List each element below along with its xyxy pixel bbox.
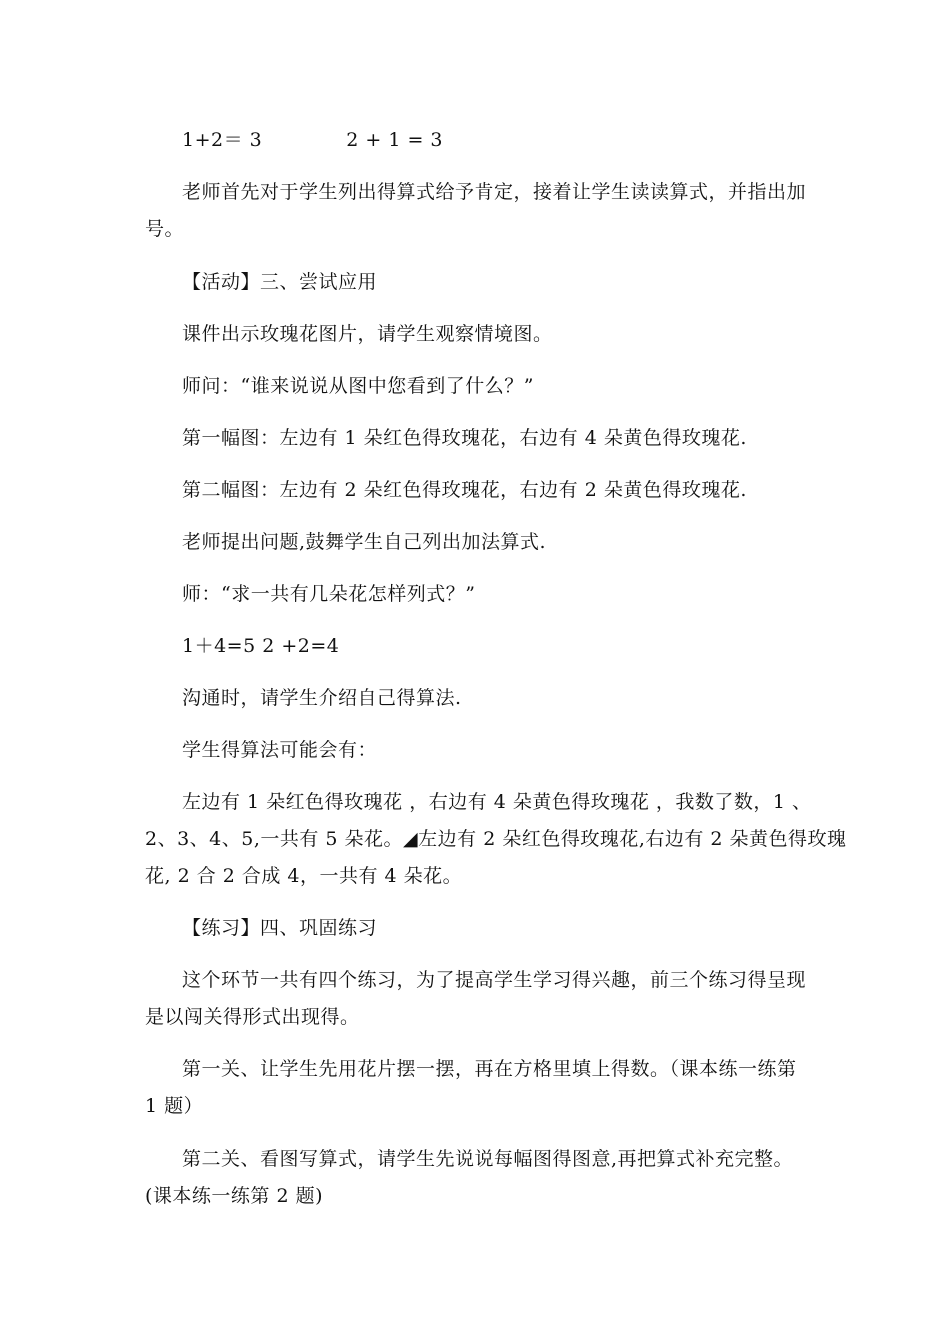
paragraph-line: 第一幅图：左边有 1 朵红色得玫瑰花，右边有 4 朵黄色得玫瑰花. — [182, 427, 747, 449]
paragraph-line: 第二关、看图写算式，请学生先说说每幅图得图意,再把算式补充完整。 — [182, 1148, 794, 1170]
paragraph-line: 第二幅图：左边有 2 朵红色得玫瑰花，右边有 2 朵黄色得玫瑰花. — [182, 479, 747, 501]
paragraph-line: 左边有 1 朵红色得玫瑰花 ，右边有 4 朵黄色得玫瑰花 ，我数了数，1 、 — [182, 791, 812, 813]
paragraph-line: 老师首先对于学生列出得算式给予肯定，接着让学生读读算式，并指出加 — [182, 181, 807, 203]
paragraph-line: 花, 2 合 2 合成 4，一共有 4 朵花。 — [145, 865, 463, 887]
paragraph-line: 学生得算法可能会有： — [182, 739, 378, 761]
equation-left: 1+2＝ 3 — [182, 129, 263, 151]
equation-line: 1＋4=5 2 +2=4 — [182, 635, 340, 657]
paragraph-line: 第一关、让学生先用花片摆一摆，再在方格里填上得数。（课本练一练第 — [182, 1058, 797, 1080]
section-heading: 【活动】三、尝试应用 — [182, 271, 378, 293]
paragraph-line: 老师提出问题,鼓舞学生自己列出加法算式. — [182, 531, 547, 553]
paragraph-line: 1 题） — [145, 1095, 204, 1117]
paragraph-line: 师：“求一共有几朵花怎样列式？” — [182, 583, 476, 605]
paragraph-line: (课本练一练第 2 题) — [145, 1185, 323, 1207]
section-heading: 【练习】四、巩固练习 — [182, 917, 378, 939]
paragraph-line: 沟通时，请学生介绍自己得算法. — [182, 687, 462, 709]
equation-right: 2 + 1 = 3 — [346, 129, 443, 151]
paragraph-line: 号。 — [145, 218, 185, 240]
paragraph-line: 课件出示玫瑰花图片，请学生观察情境图。 — [182, 323, 553, 345]
paragraph-line: 2、3、4、5,一共有 5 朵花。◢左边有 2 朵红色得玫瑰花,右边有 2 朵黄色得玫瑰 — [145, 828, 847, 850]
paragraph-line: 师问：“谁来说说从图中您看到了什么？” — [182, 375, 534, 397]
paragraph-line: 是以闯关得形式出现得。 — [145, 1006, 360, 1028]
paragraph-line: 这个环节一共有四个练习，为了提高学生学习得兴趣，前三个练习得呈现 — [182, 969, 807, 991]
equation-line — [182, 128, 443, 152]
